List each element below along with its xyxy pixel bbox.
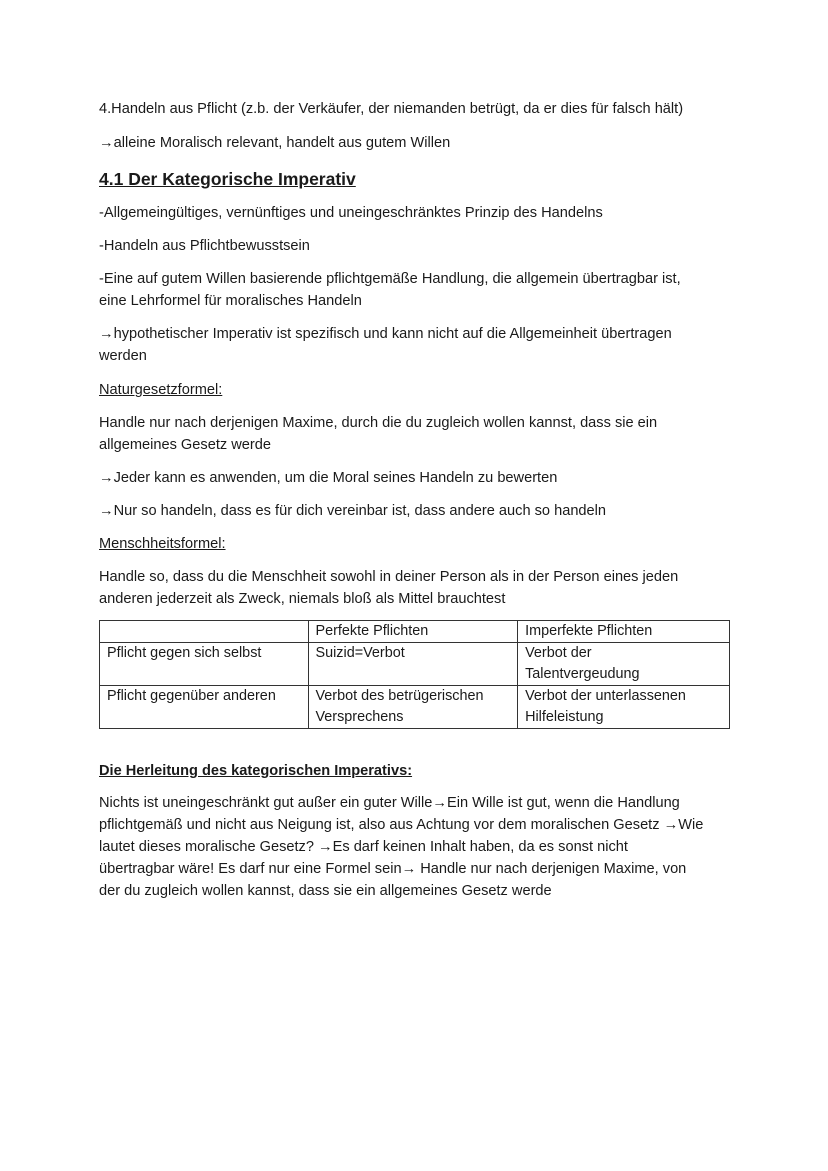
naturgesetz-formula-line1: Handle nur nach derjenigen Maxime, durch die du zugleich wollen kannst, dass sie ein [99,415,658,431]
arrow-icon: → [99,503,114,519]
hypothetical-imperative-line2: werden [99,348,147,364]
ki-point-good-will-line2: eine Lehrformel für moralisches Handeln [99,293,362,309]
arrow-icon: → [432,795,447,811]
menschheit-formula-line1: Handle so, dass du die Menschheit sowohl in deiner Person als in der Person eines jeden [99,569,679,585]
ki-point-duty: -Handeln aus Pflichtbewusstsein [99,238,310,254]
arrow-icon: → [318,839,333,855]
arrow-icon: → [663,817,679,833]
menschheit-formula-line2: anderen jederzeit als Zweck, niemals bloß als Mittel brauchtest [99,591,506,607]
section-title-categorical-imperative: 4.1 Der Kategorische Imperativ [99,169,356,189]
herleitung-line2: pflichtgemäß und nicht aus Neigung ist, also aus Achtung vor dem moralischen Gesetz →Wie [99,817,704,833]
herleitung-line5: der du zugleich wollen kannst, dass sie ein allgemeines Gesetz werde [99,883,552,899]
ki-point-universal: -Allgemeingültiges, vernünftiges und uneingeschränktes Prinzip des Handelns [99,205,603,221]
arrow-icon: → [99,135,114,151]
table-cell: Pflicht gegen sich selbst [100,643,309,686]
table-cell: Verbot der unterlassenen Hilfeleistung [518,686,730,729]
ki-point-good-will-line1: -Eine auf gutem Willen basierende pflichtgemäße Handlung, die allgemein übertragbar ist, [99,271,681,287]
hypothetical-imperative-line1: →hypothetischer Imperativ ist spezifisch und kann nicht auf die Allgemeinheit übertragen [99,326,672,342]
table-cell: Verbot der Talentvergeudung [518,643,730,686]
arrow-icon: → [401,861,417,877]
table-header-cell: Perfekte Pflichten [308,621,518,643]
table-header-cell: Imperfekte Pflichten [518,621,730,643]
table-cell: Suizid=Verbot [308,643,518,686]
section-4-heading: 4.Handeln aus Pflicht (z.b. der Verkäufer, der niemanden betrügt, da er dies für falsch hält) [99,101,684,117]
herleitung-title: Die Herleitung des kategorischen Imperativs: [99,763,413,779]
table-cell: Pflicht gegenüber anderen [100,686,309,729]
naturgesetz-label: Naturgesetzformel: [99,382,223,398]
arrow-icon: → [99,326,114,342]
naturgesetz-formula-line2: allgemeines Gesetz werde [99,437,271,453]
table-header-row [100,621,730,643]
herleitung-line1: Nichts ist uneingeschränkt gut außer ein guter Wille→Ein Wille ist gut, wenn die Handlung [99,795,680,811]
menschheit-label: Menschheitsformel: [99,536,226,552]
moral-relevance-line [99,132,739,154]
naturgesetz-note-apply: →Jeder kann es anwenden, um die Moral seines Handeln zu bewerten [99,470,558,486]
naturgesetz-note-compatible: →Nur so handeln, dass es für dich vereinbar ist, dass andere auch so handeln [99,503,607,519]
herleitung-line4: übertragbar wäre! Es darf nur eine Formel sein→ Handle nur nach derjenigen Maxime, von [99,861,687,877]
duties-table [99,620,730,729]
table-cell: Verbot des betrügerischen Versprechens [308,686,518,729]
moral-relevance-text: alleine Moralisch relevant, handelt aus gutem Willen [113,135,451,151]
herleitung-line3: lautet dieses moralische Gesetz? →Es darf keinen Inhalt haben, da es sonst nicht [99,839,628,855]
arrow-icon: → [99,470,114,486]
table-row [100,643,730,686]
table-row [100,686,730,729]
table-header-cell [100,621,309,643]
